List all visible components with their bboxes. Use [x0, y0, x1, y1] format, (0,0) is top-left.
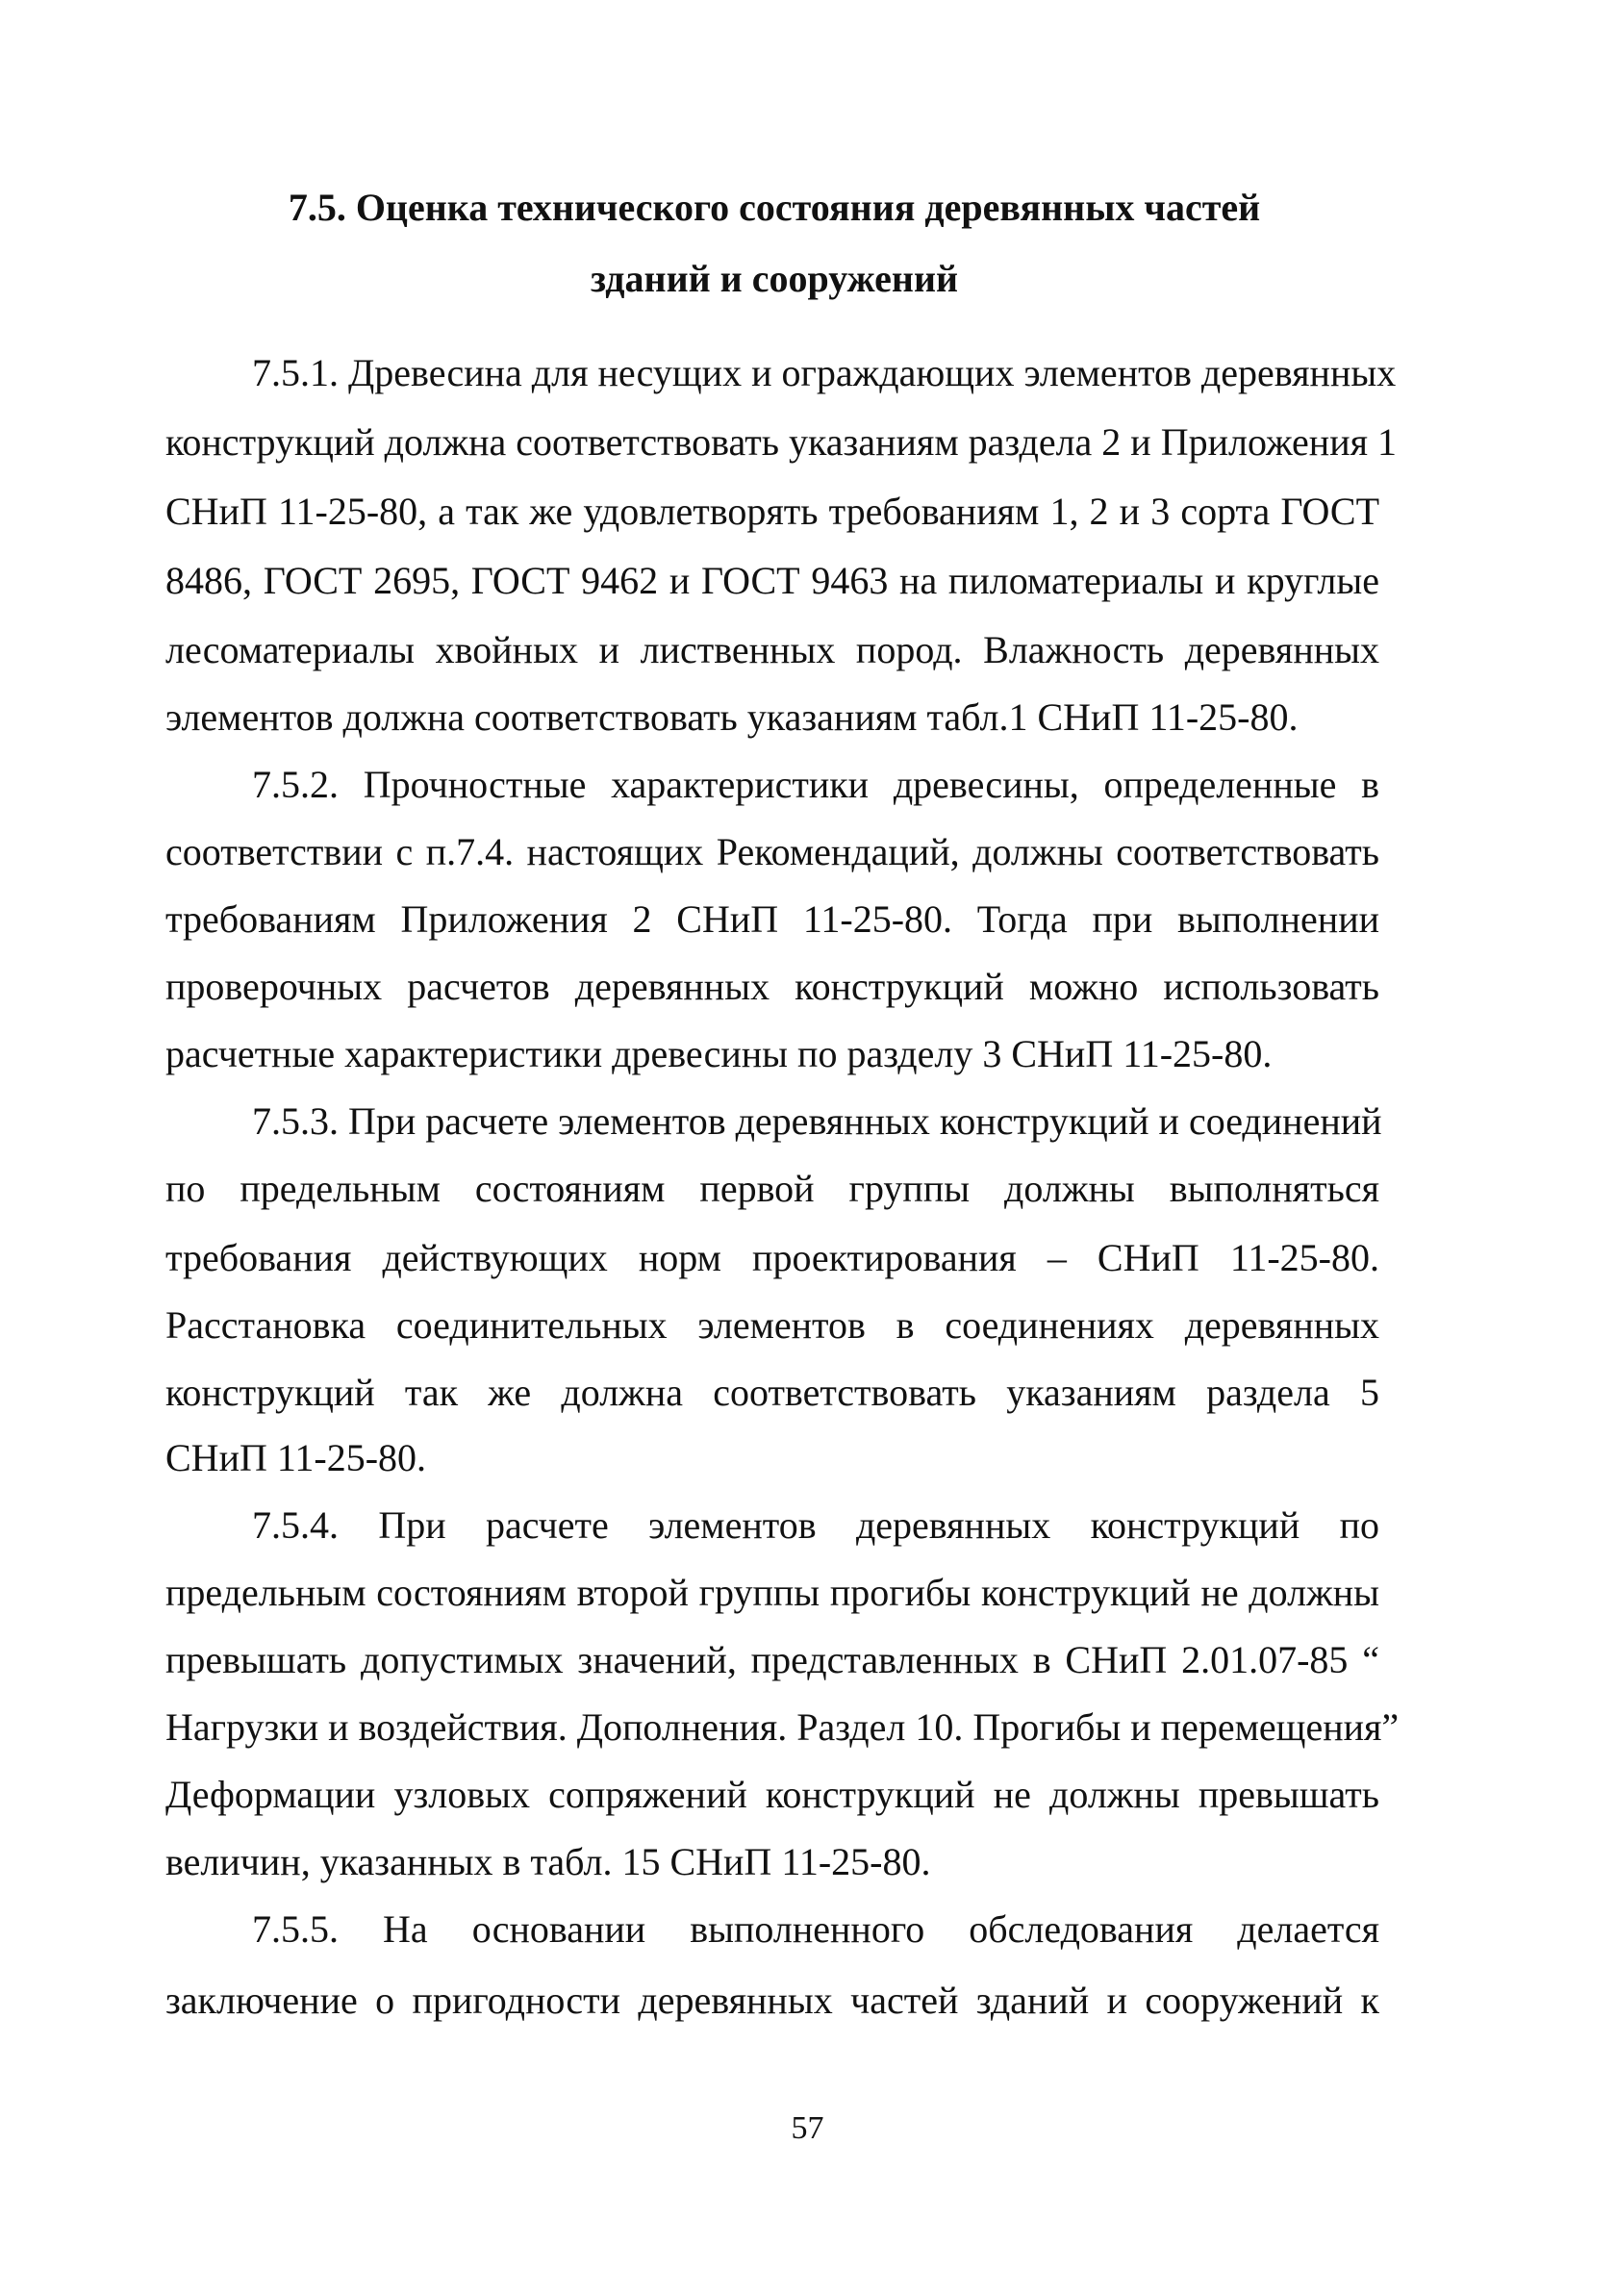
- text-line: требованиям Приложения 2 СНиП 11-25-80. Тогда при выполнении: [165, 897, 1379, 941]
- text-line: лесоматериалы хвойных и лиственных пород. Влажность деревянных: [165, 628, 1379, 671]
- text-line: заключение о пригодности деревянных частей зданий и сооружений к: [165, 1979, 1379, 2022]
- text-line: 7.5.2. Прочностные характеристики древесины, определенные в: [252, 763, 1379, 806]
- text-line: 8486, ГОСТ 2695, ГОСТ 9462 и ГОСТ 9463 на пиломатериалы и круглые: [165, 559, 1379, 602]
- text-line: величин, указанных в табл. 15 СНиП 11-25-80.: [165, 1840, 931, 1883]
- section-heading: 7.5. Оценка технического состояния деревянных частей: [288, 186, 1261, 229]
- section-heading-continuation: зданий и сооружений: [590, 257, 959, 300]
- text-line: предельным состояниям второй группы прогибы конструкций не должны: [165, 1571, 1379, 1614]
- text-line: 7.5.1. Древесина для несущих и ограждающих элементов деревянных: [252, 351, 1397, 394]
- text-line: Деформации узловых сопряжений конструкций не должны превышать: [165, 1773, 1379, 1816]
- text-line: СНиП 11-25-80.: [165, 1436, 427, 1479]
- text-line: по предельным состояниям первой группы должны выполняться: [165, 1167, 1379, 1210]
- text-line: 7.5.5. На основании выполненного обследования делается: [252, 1907, 1379, 1951]
- text-line: Расстановка соединительных элементов в соединениях деревянных: [165, 1303, 1379, 1347]
- page-number: 57: [791, 2110, 824, 2146]
- text-line: расчетные характеристики древесины по разделу 3 СНиП 11-25-80.: [165, 1032, 1273, 1075]
- text-line: требования действующих норм проектирования – СНиП 11-25-80.: [165, 1236, 1379, 1279]
- text-line: конструкций должна соответствовать указаниям раздела 2 и Приложения 1: [165, 420, 1398, 464]
- text-line: превышать допустимых значений, представленных в СНиП 2.01.07-85 “: [165, 1638, 1379, 1681]
- text-line: СНиП 11-25-80, а так же удовлетворять требованиям 1, 2 и 3 сорта ГОСТ: [165, 490, 1379, 533]
- text-line: проверочных расчетов деревянных конструкций можно использовать: [165, 965, 1379, 1008]
- text-line: конструкций так же должна соответствовать указаниям раздела 5: [165, 1371, 1379, 1414]
- text-line: соответствии с п.7.4. настоящих Рекомендаций, должны соответствовать: [165, 830, 1379, 873]
- text-line: 7.5.4. При расчете элементов деревянных конструкций по: [252, 1503, 1379, 1547]
- text-line: элементов должна соответствовать указаниям табл.1 СНиП 11-25-80.: [165, 695, 1299, 739]
- text-line: 7.5.3. При расчете элементов деревянных конструкций и соединений: [252, 1099, 1382, 1143]
- text-line: Нагрузки и воздействия. Дополнения. Раздел 10. Прогибы и перемещения”: [165, 1705, 1400, 1749]
